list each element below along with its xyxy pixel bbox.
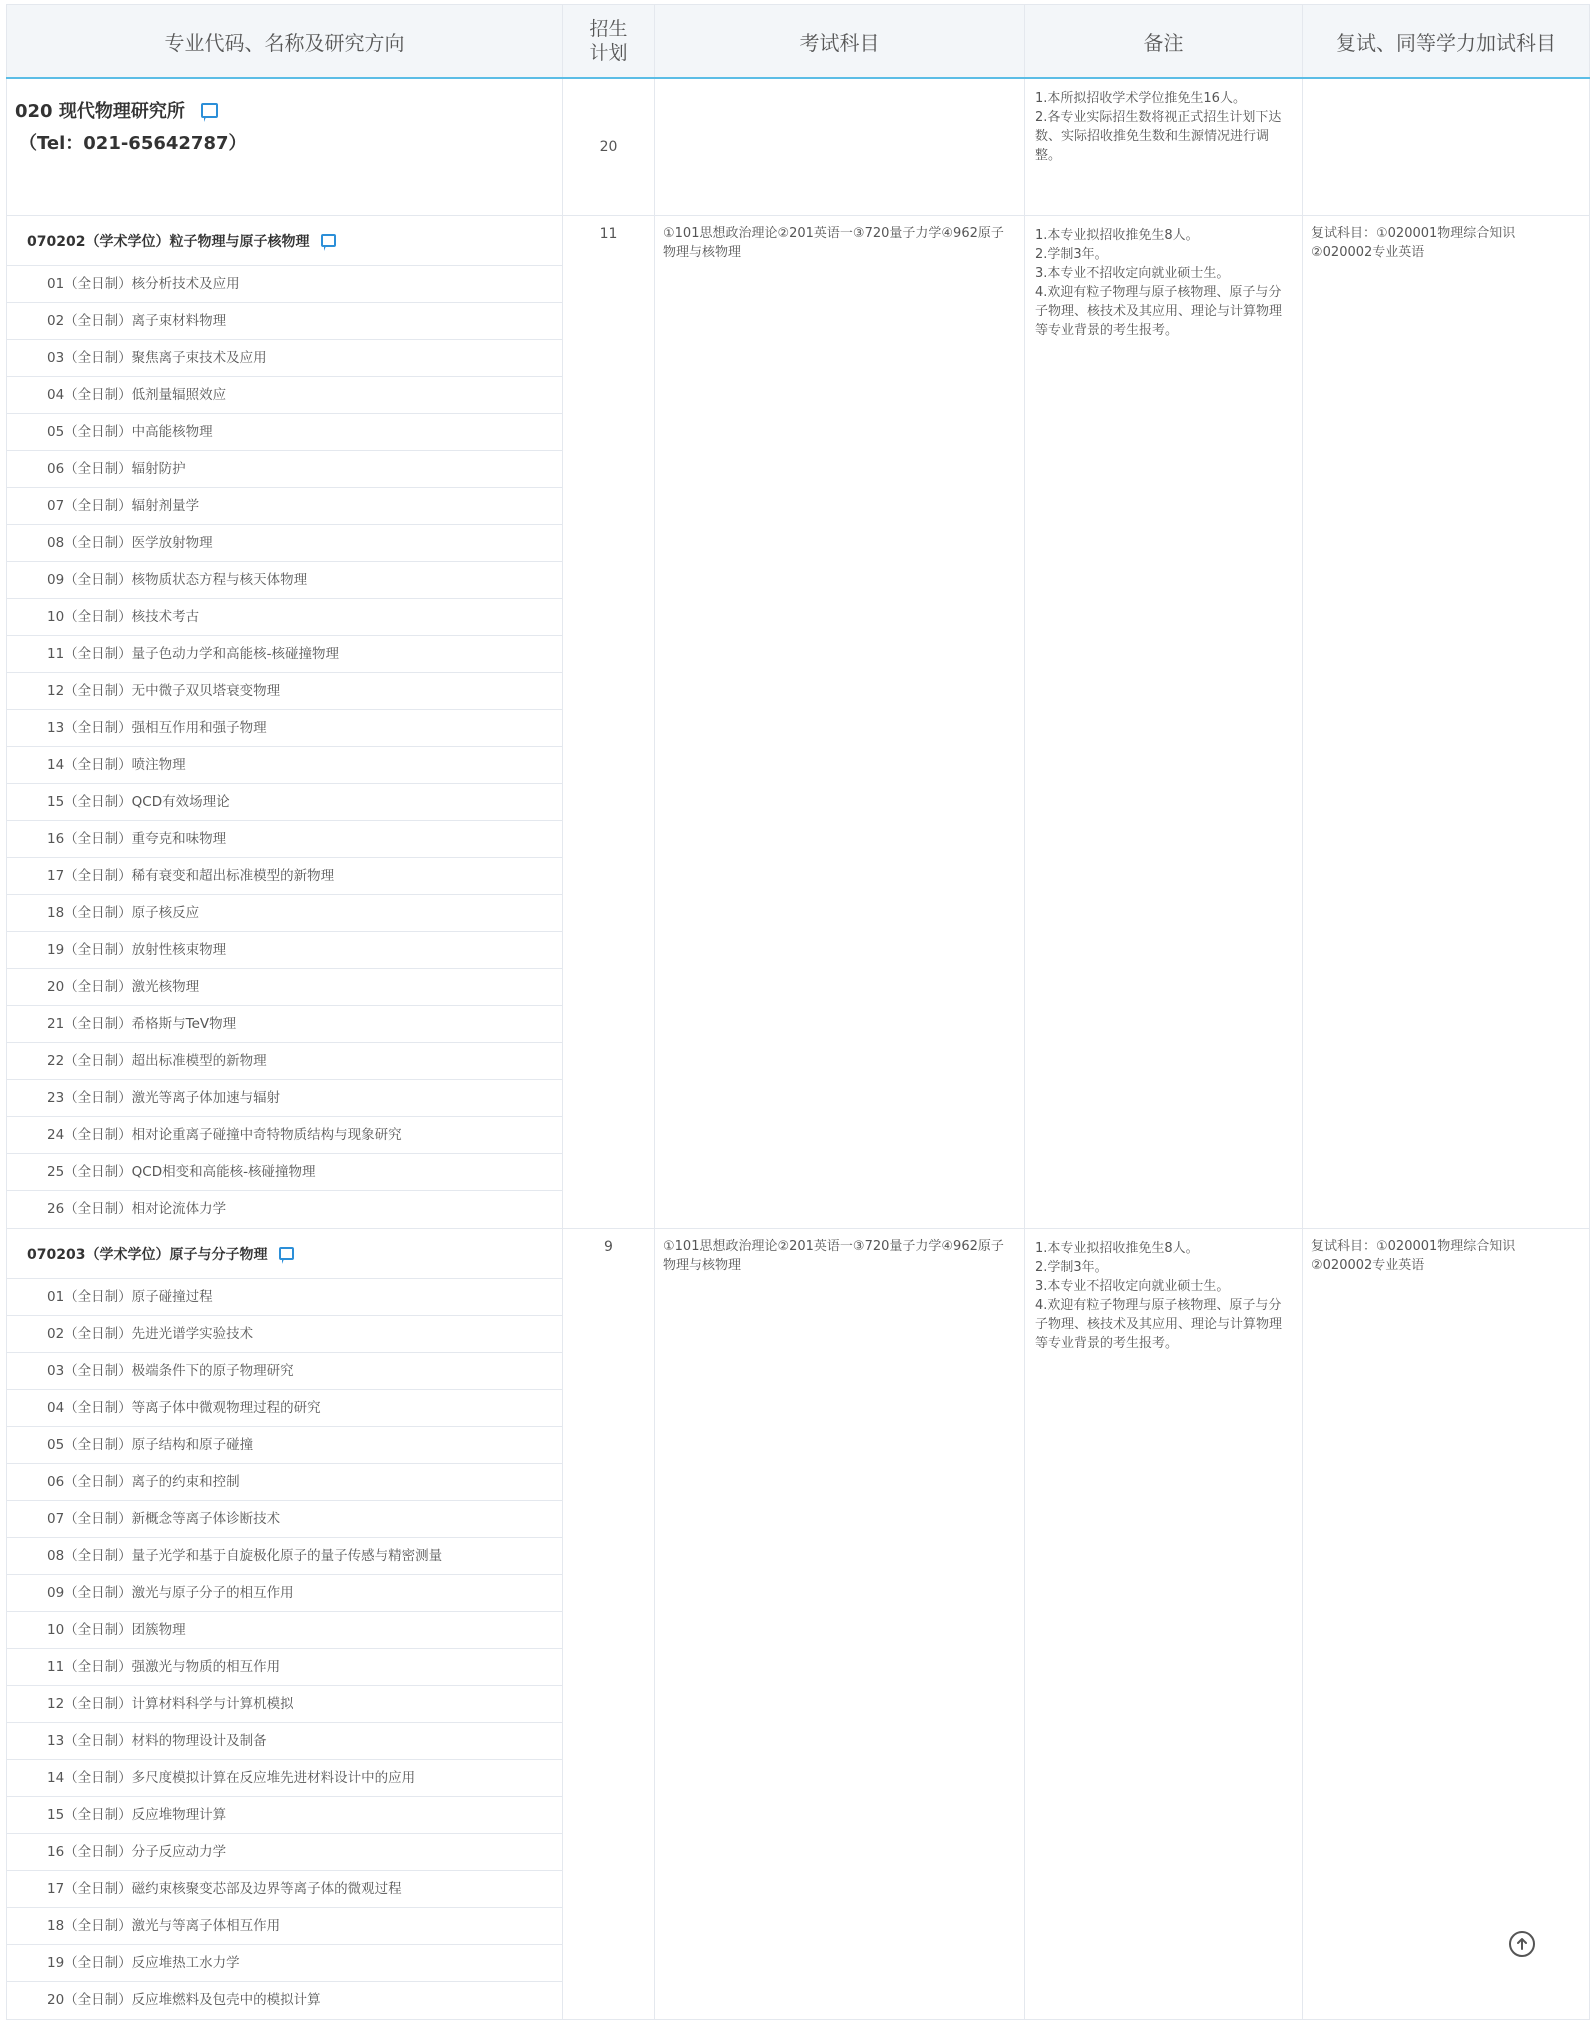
comment-icon[interactable] [321,234,336,247]
header-notes: 备注 [1025,5,1303,79]
direction-item: 13（全日制）强相互作用和强子物理 [7,710,562,747]
direction-item: 26（全日制）相对论流体力学 [47,1201,227,1217]
retest-line: 复试科目：①020001物理综合知识 [1311,226,1516,241]
institute-title [15,97,562,123]
major-title [7,1229,562,1279]
major-cell [7,1229,563,2020]
direction-item: 07（全日制）辐射剂量学 [7,488,562,525]
direction-item: 08（全日制）医学放射物理 [7,525,562,562]
institute-notes [1025,78,1303,216]
note-line: 4.欢迎有粒子物理与原子核物理、原子与分子物理、核技术及其应用、理论与计算物理等专业背景的考生报考。 [1035,1298,1283,1351]
direction-item: 19（全日制）反应堆热工水力学 [7,1945,562,1982]
major-cell [7,216,563,1229]
institute-retest [1303,78,1590,216]
direction-item: 04（全日制）等离子体中微观物理过程的研究 [7,1390,562,1427]
direction-item: 02（全日制）离子束材料物理 [7,303,562,340]
retest-line: ②020002专业英语 [1311,1258,1425,1273]
institute-plan: 20 [563,78,655,216]
direction-item: 02（全日制）先进光谱学实验技术 [7,1316,562,1353]
direction-item: 17（全日制）稀有衰变和超出标准模型的新物理 [7,858,562,895]
major-retest [1303,216,1590,1229]
direction-item: 18（全日制）激光与等离子体相互作用 [7,1908,562,1945]
direction-item: 25（全日制）QCD相变和高能核-核碰撞物理 [7,1154,562,1191]
direction-item: 19（全日制）放射性核束物理 [7,932,562,969]
note-line: 1.本专业拟招收推免生8人。 [1035,228,1199,243]
note-line: 2.学制3年。 [1035,1260,1108,1275]
direction-item: 01（全日制）核分析技术及应用 [7,266,562,303]
direction-item: 04（全日制）低剂量辐照效应 [7,377,562,414]
direction-item: 15（全日制）反应堆物理计算 [7,1797,562,1834]
direction-item: 24（全日制）相对论重离子碰撞中奇特物质结构与现象研究 [7,1117,562,1154]
major-notes [1025,216,1303,1229]
direction-item: 14（全日制）喷注物理 [7,747,562,784]
comment-icon[interactable] [279,1247,294,1260]
major-title [7,216,562,266]
note-line: 3.本专业不招收定向就业硕士生。 [1035,1279,1230,1294]
header-plan [563,5,655,79]
direction-item: 09（全日制）核物质状态方程与核天体物理 [7,562,562,599]
header-major: 专业代码、名称及研究方向 [7,5,563,79]
direction-item: 10（全日制）核技术考古 [7,599,562,636]
back-to-top-button[interactable] [1509,1931,1535,1957]
institute-exam [655,78,1025,216]
note-line: 2.学制3年。 [1035,247,1108,262]
major-plan: 9 [563,1229,655,2020]
major-row [7,216,1590,1229]
admissions-table [6,4,1590,2020]
direction-item: 05（全日制）原子结构和原子碰撞 [7,1427,562,1464]
direction-item: 20（全日制）激光核物理 [7,969,562,1006]
institute-tel: （Tel：021-65642787） [19,133,247,154]
direction-item: 16（全日制）分子反应动力学 [7,1834,562,1871]
direction-item: 06（全日制）离子的约束和控制 [7,1464,562,1501]
comment-icon[interactable] [201,103,218,118]
direction-item: 23（全日制）激光等离子体加速与辐射 [7,1080,562,1117]
direction-item: 21（全日制）希格斯与TeV物理 [7,1006,562,1043]
direction-item: 07（全日制）新概念等离子体诊断技术 [7,1501,562,1538]
direction-item: 22（全日制）超出标准模型的新物理 [7,1043,562,1080]
direction-item: 12（全日制）无中微子双贝塔衰变物理 [7,673,562,710]
retest-line: ②020002专业英语 [1311,245,1425,260]
major-notes [1025,1229,1303,2020]
direction-item: 20（全日制）反应堆燃料及包壳中的模拟计算 [47,1992,321,2008]
institute-name: 020 现代物理研究所 [15,101,185,122]
table-header-row [7,5,1590,79]
direction-item: 05（全日制）中高能核物理 [7,414,562,451]
direction-item: 01（全日制）原子碰撞过程 [7,1279,562,1316]
major-exam: ①101思想政治理论②201英语一③720量子力学④962原子物理与核物理 [655,1229,1025,2020]
major-plan: 11 [563,216,655,1229]
direction-item: 13（全日制）材料的物理设计及制备 [7,1723,562,1760]
direction-item: 12（全日制）计算材料科学与计算机模拟 [7,1686,562,1723]
major-retest [1303,1229,1590,2020]
major-exam: ①101思想政治理论②201英语一③720量子力学④962原子物理与核物理 [655,216,1025,1229]
direction-item: 06（全日制）辐射防护 [7,451,562,488]
major-row [7,1229,1590,2020]
direction-item: 03（全日制）极端条件下的原子物理研究 [7,1353,562,1390]
note-line: 2.各专业实际招生数将视正式招生计划下达数、实际招收推免生数和生源情况进行调整。 [1035,110,1282,163]
direction-item: 11（全日制）量子色动力学和高能核-核碰撞物理 [7,636,562,673]
major-name: 070202（学术学位）粒子物理与原子核物理 [27,233,310,250]
direction-item: 10（全日制）团簇物理 [7,1612,562,1649]
direction-list [7,266,562,1228]
note-line: 4.欢迎有粒子物理与原子核物理、原子与分子物理、核技术及其应用、理论与计算物理等专业背景的考生报考。 [1035,285,1283,338]
direction-item: 18（全日制）原子核反应 [7,895,562,932]
direction-item: 17（全日制）磁约束核聚变芯部及边界等离子体的微观过程 [7,1871,562,1908]
direction-item: 14（全日制）多尺度模拟计算在反应堆先进材料设计中的应用 [7,1760,562,1797]
major-name: 070203（学术学位）原子与分子物理 [27,1246,268,1263]
note-line: 3.本专业不招收定向就业硕士生。 [1035,266,1230,281]
institute-cell [7,78,563,216]
institute-row [7,78,1590,216]
retest-line: 复试科目：①020001物理综合知识 [1311,1239,1516,1254]
direction-item: 15（全日制）QCD有效场理论 [7,784,562,821]
note-line: 1.本所拟招收学术学位推免生16人。 [1035,91,1246,106]
direction-item: 09（全日制）激光与原子分子的相互作用 [7,1575,562,1612]
header-retest: 复试、同等学力加试科目 [1303,5,1590,79]
direction-list [7,1279,562,2019]
direction-item: 16（全日制）重夸克和味物理 [7,821,562,858]
arrow-up-icon [1515,1937,1529,1951]
header-exam: 考试科目 [655,5,1025,79]
direction-item: 11（全日制）强激光与物质的相互作用 [7,1649,562,1686]
header-plan-label: 招生 计划 [589,18,628,64]
note-line: 1.本专业拟招收推免生8人。 [1035,1241,1199,1256]
direction-item: 03（全日制）聚焦离子束技术及应用 [7,340,562,377]
direction-item: 08（全日制）量子光学和基于自旋极化原子的量子传感与精密测量 [7,1538,562,1575]
